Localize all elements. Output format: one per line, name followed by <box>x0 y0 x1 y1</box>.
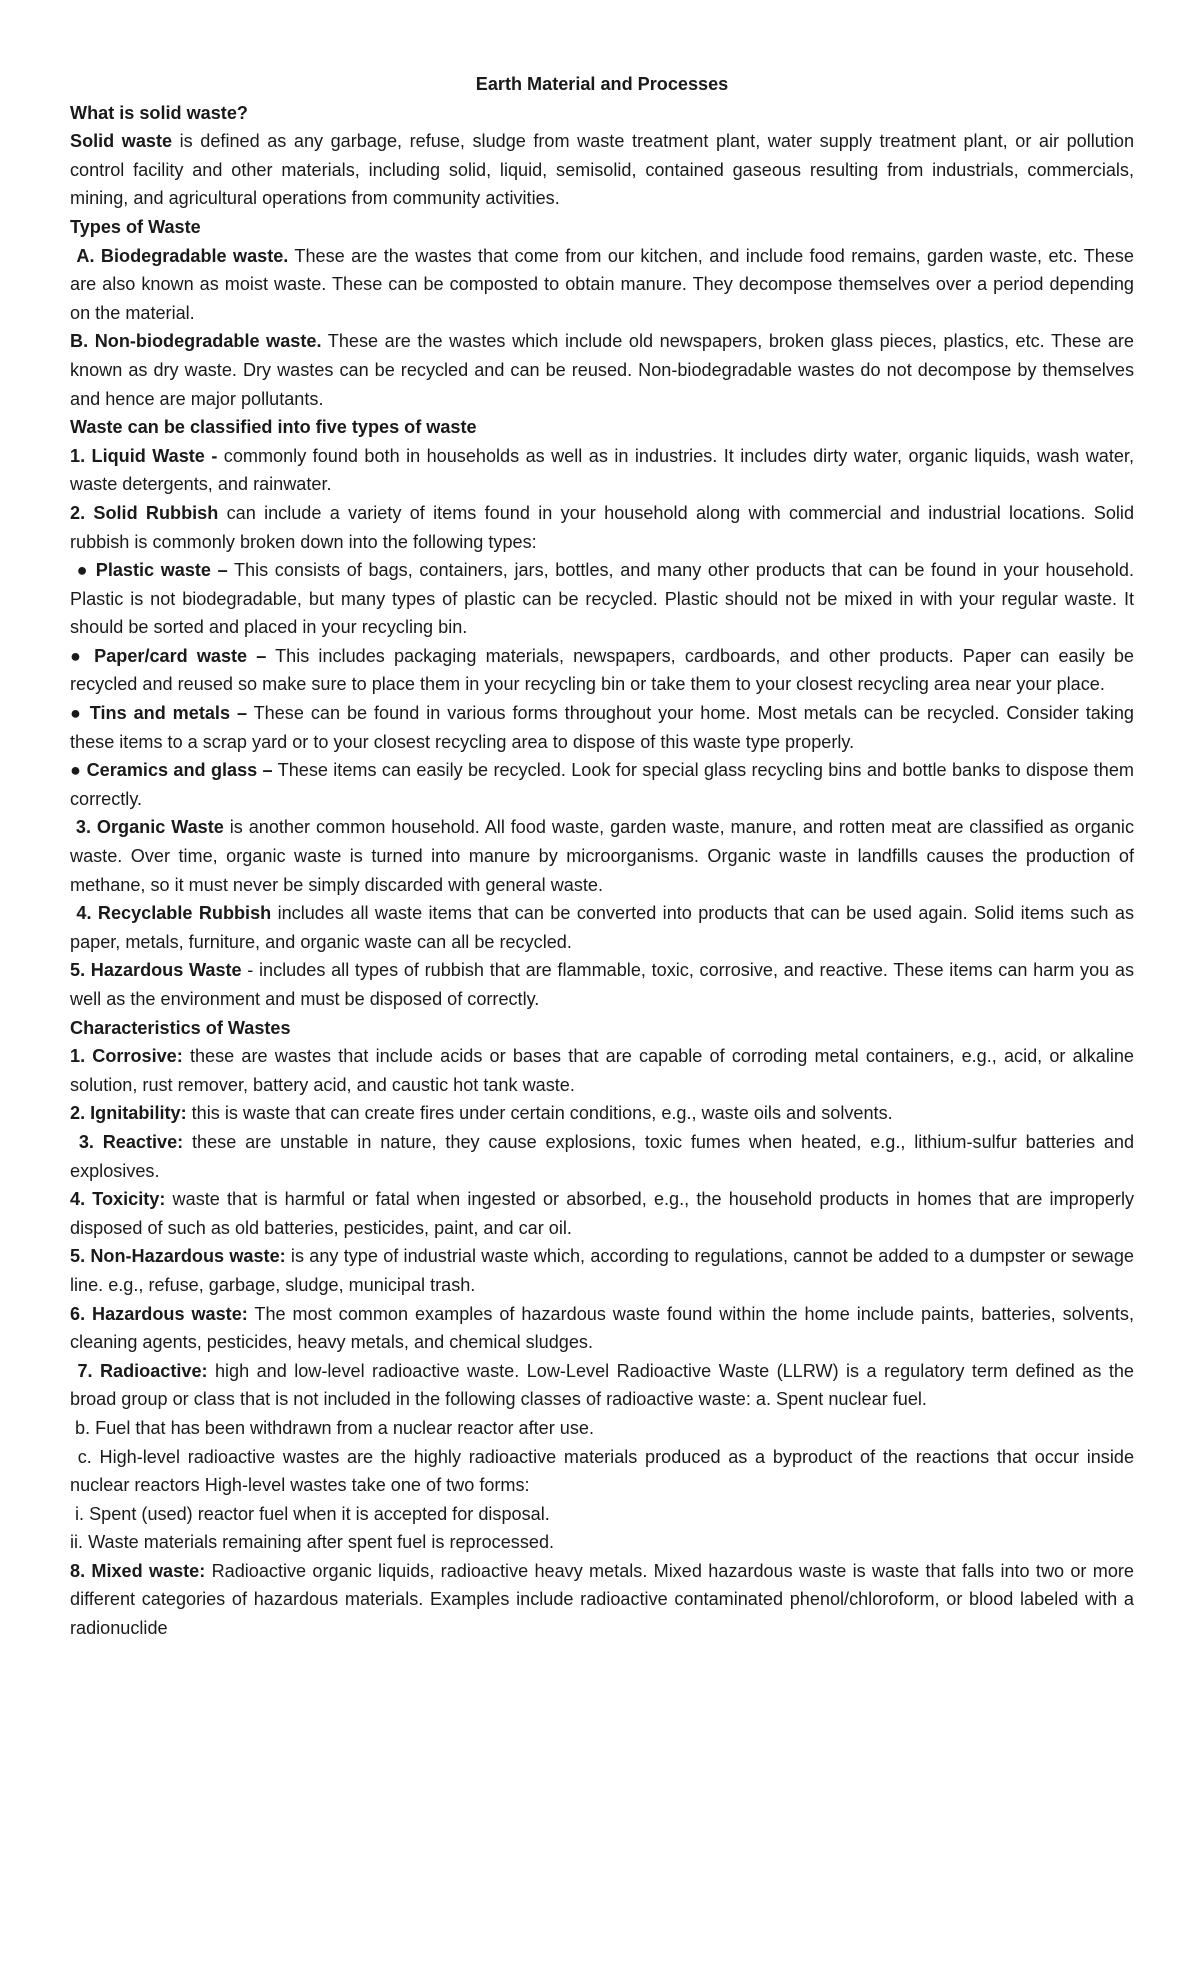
paragraph-lead: 5. Hazardous Waste <box>70 960 242 981</box>
document-body <box>70 99 1134 1643</box>
paragraph-text: is another common household. All food waste, garden waste, manure, and rotten meat are classified as organic waste. Over time, organic waste is turned into manure by microorganisms. Organic waste in landfills causes the production of methane, so it must never be simply discarded with general waste. <box>70 817 1134 895</box>
paragraph <box>70 756 1134 813</box>
paragraph-text: is any type of industrial waste which, according to regulations, cannot be added to a dumpster or sewage line. e.g., refuse, garbage, sludge, municipal trash. <box>70 1246 1134 1295</box>
paragraph <box>70 1128 1134 1185</box>
paragraph-text: b. Fuel that has been withdrawn from a nuclear reactor after use. <box>75 1417 594 1438</box>
paragraph <box>70 556 1134 642</box>
paragraph <box>70 127 1134 213</box>
paragraph-lead: 4. Recyclable Rubbish <box>76 903 272 924</box>
paragraph-lead: 3. Reactive: <box>78 1131 184 1152</box>
paragraph <box>70 1528 1134 1557</box>
paragraph-text: can include a variety of items found in your household along with commercial and industrial locations. Solid rubbish is commonly broken down into the following types: <box>70 502 1135 552</box>
paragraph <box>70 1414 1134 1443</box>
paragraph-text: These can be found in various forms throughout your home. Most metals can be recycled. Consider taking these items to a scrap yard or to your closest recycling area to dispose of this waste type properly. <box>70 703 1134 752</box>
paragraph-lead: 2. Solid Rubbish <box>70 502 219 523</box>
paragraph-text: this is waste that can create fires under certain conditions, e.g., waste oils and solvents. <box>186 1103 893 1124</box>
paragraph <box>70 327 1134 413</box>
paragraph <box>70 1042 1134 1099</box>
paragraph-text: includes all waste items that can be converted into products that can be used again. Solid items such as paper, metals, furniture, and organic waste can all be recycled. <box>70 903 1135 952</box>
paragraph-text: - includes all types of rubbish that are flammable, toxic, corrosive, and reactive. These items can harm you as well as the environment and must be disposed of correctly. <box>70 960 1134 1009</box>
paragraph-text: i. Spent (used) reactor fuel when it is accepted for disposal. <box>75 1503 550 1524</box>
paragraph <box>70 499 1134 556</box>
paragraph <box>70 242 1134 328</box>
paragraph <box>70 899 1134 956</box>
paragraph <box>70 1357 1134 1414</box>
paragraph-lead: 7. Radioactive: <box>77 1360 208 1381</box>
paragraph-lead: ● Tins and metals – <box>70 703 248 724</box>
paragraph-text: This includes packaging materials, newspapers, cardboards, and other products. Paper can easily be recycled and reused so make sure to place them in your recycling bin or take them to your closest recycling area near your place. <box>70 645 1134 695</box>
paragraph <box>70 1242 1134 1299</box>
paragraph-lead: 8. Mixed waste: <box>70 1560 206 1581</box>
paragraph-text: commonly found both in households as well as in industries. It includes dirty water, organic liquids, wash water, waste detergents, and rainwater. <box>70 445 1134 495</box>
paragraph <box>70 1443 1134 1500</box>
indent-space <box>70 1132 79 1152</box>
paragraph <box>70 442 1134 499</box>
paragraph-text: These are the wastes which include old newspapers, broken glass pieces, plastics, etc. These are known as dry waste. Dry wastes can be recycled and can be reused. Non-biodegradable wastes do not decompose by themselves and hence are major pollutants. <box>70 331 1134 409</box>
paragraph-text: these are wastes that include acids or bases that are capable of corroding metal containers, e.g., acid, or alkaline solution, rust remover, battery acid, and caustic hot tank waste. <box>70 1046 1134 1095</box>
paragraph-lead: 5. Non-Hazardous waste: <box>70 1246 286 1267</box>
paragraph-text: waste that is harmful or fatal when ingested or absorbed, e.g., the household products in homes that are improperly disposed of such as old batteries, pesticides, paint, and car oil. <box>70 1189 1135 1238</box>
paragraph <box>70 1500 1134 1529</box>
paragraph-lead: ● Plastic waste – <box>76 560 228 581</box>
paragraph-lead: 1. Liquid Waste - <box>70 445 218 466</box>
paragraph-text: c. High-level radioactive wastes are the highly radioactive materials produced as a byproduct of the reactions that occur inside nuclear reactors High-level wastes take one of two forms: <box>70 1446 1135 1496</box>
paragraph-lead: A. Biodegradable waste. <box>76 245 289 266</box>
paragraph-text: is defined as any garbage, refuse, sludge from waste treatment plant, water supply treatment plant, or air pollution control facility and other materials, including solid, liquid, semisolid, contained gaseous resulting from industrials, commercials, mining, and agricultural operations from community activities. <box>70 131 1135 209</box>
paragraph-lead: 3. Organic Waste <box>75 817 224 838</box>
paragraph-lead: 1. Corrosive: <box>70 1046 183 1067</box>
paragraph <box>70 1300 1134 1357</box>
paragraph-lead: 2. Ignitability: <box>70 1103 187 1124</box>
paragraph-text: ii. Waste materials remaining after spent fuel is reprocessed. <box>70 1532 555 1553</box>
paragraph <box>70 1185 1134 1242</box>
paragraph <box>70 1099 1134 1128</box>
paragraph-lead: ● Paper/card waste – <box>70 645 267 666</box>
paragraph <box>70 813 1134 899</box>
section-heading: Types of Waste <box>70 216 201 237</box>
paragraph-lead: 4. Toxicity: <box>70 1189 166 1210</box>
paragraph <box>70 956 1134 1013</box>
paragraph-lead: Solid waste <box>70 131 173 152</box>
paragraph-text: This consists of bags, containers, jars, bottles, and many other products that can be found in your household. Plastic is not biodegradable, but many types of plastic can be recycled. Plastic should not be mixed in with your regular waste. It should be sorted and placed in your recycling bin. <box>70 560 1135 638</box>
paragraph-lead: 6. Hazardous waste: <box>70 1303 248 1324</box>
paragraph-text: high and low-level radioactive waste. Low-Level Radioactive Waste (LLRW) is a regulatory term defined as the broad group or class that is not included in the following classes of radioactive waste: a. Spent nuclear fuel. <box>70 1360 1134 1410</box>
paragraph-lead: ● Ceramics and glass – <box>70 760 273 781</box>
indent-space <box>70 1447 78 1467</box>
paragraph-text: these are unstable in nature, they cause explosions, toxic fumes when heated, e.g., lithium-sulfur batteries and explosives. <box>70 1131 1135 1181</box>
document-title: Earth Material and Processes <box>475 74 729 94</box>
paragraph <box>70 1557 1134 1643</box>
indent-space <box>70 560 77 580</box>
paragraph-text: These items can easily be recycled. Look for special glass recycling bins and bottle banks to dispose them correctly. <box>70 760 1134 809</box>
paragraph-text: These are the wastes that come from our kitchen, and include food remains, garden waste, etc. These are also known as moist waste. These can be composted to obtain manure. They decompose themselves over a period depending on the material. <box>70 245 1134 323</box>
paragraph-text: Radioactive organic liquids, radioactive heavy metals. Mixed hazardous waste is waste that falls into two or more different categories of hazardous materials. Examples include radioactive contaminated phenol/chloroform, or blood labeled with a radionuclide <box>70 1560 1134 1639</box>
section-heading: Characteristics of Wastes <box>70 1017 291 1038</box>
paragraph <box>70 642 1134 699</box>
section-heading: What is solid waste? <box>70 102 248 123</box>
section-heading: Waste can be classified into five types of waste <box>70 417 477 438</box>
paragraph <box>70 699 1134 756</box>
paragraph-lead: B. Non-biodegradable waste. <box>70 331 322 352</box>
paragraph-text: The most common examples of hazardous waste found within the home include paints, batteries, solvents, cleaning agents, pesticides, heavy metals, and chemical sludges. <box>70 1303 1134 1353</box>
